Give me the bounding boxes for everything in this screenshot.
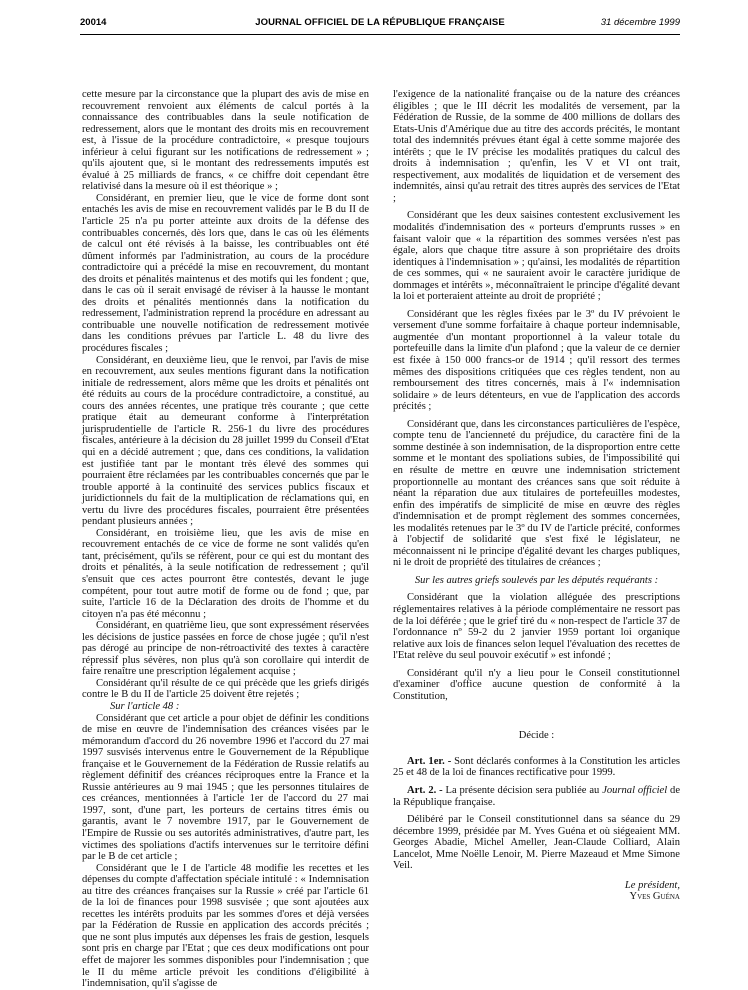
section-heading: Sur l'article 48 : [110,700,180,712]
deliberation-paragraph: Délibéré par le Conseil constitutionnel dans sa séance du 29 décembre 1999, présidée par M. Yves Guéna et où siégeaient MM. Georges Abadie, Michel Ameller, Jean-Claude Colliard, Alain Lancelot, Mme Noëlle Lenoir, M. Pierre Mazeaud et Mme Simone Veil. [393,814,680,872]
article-1 [393,756,680,779]
header-rule [80,34,680,35]
article-1-text: Sont déclarés conformes à la Constitution les articles 25 et 48 de la loi de finances rectificative pour 1999. [393,755,680,779]
article-2-text-end: de la République française. [393,784,681,808]
paragraph: Considérant que la violation alléguée des prescriptions réglementaires relatives à la période complémentaire ne ressort pas de la loi déférée ; que le grief tiré du « non-respect de l'article 37 de l'ordonnance nº 59-2 du 2 janvier 1959 portant loi organique relative aux lois de finances selon lequel l'évaluation des recettes de l'Etat relève du seul pouvoir exécutif » est infondé ; [393,592,680,662]
right-column [393,89,680,959]
paragraph: Considérant que cet article a pour objet de définir les conditions de mise en œuvre de l'indemnisation des créances visées par le mémorandum d'accord du 26 novembre 1996 et l'accord du 27 mai 1997 susvisés intervenus entre le Gouvernement de la République française et le Gouvernement de la Fédération de Russie relatifs au règlement définitif des créances réciproques entre la France et la Russie antérieures au 9 mai 1945 ; que les personnes titulaires de ces créances, mentionnées à l'article 1er de l'accord du 27 mai 1997, sont, d'une part, les porteurs de certains titres émis ou garantis, avant le 7 novembre 1917, par le Gouvernement de l'Empire de Russie ou ses autorités administratives, d'autre part, les victimes des spoliations d'actifs intervenues sur le territoire défini par le B de cet article ; [82,712,369,863]
paragraph: Considérant, en deuxième lieu, que le renvoi, par l'avis de mise en recouvrement, aux seules mentions figurant dans la notification initiale de redressement, alors même que les droits et pénalités ont été réduits au cours de la procédure contradictoire, a constitué, au cours des années récentes, une pratique très courante ; que cette pratique était au demeurant conforme à l'interprétation jurisprudentielle de l'article R. 256-1 du livre des procédures fiscales, antérieure à la décision du 28 juillet 1999 du Conseil d'Etat qui en a décidé autrement ; que, dans ces conditions, la validation est justifiée tant par le montant très élevé des sommes qui pourraient être réclamées par les contribuables concernés que par le trouble apporté à la continuité des services publics fiscaux et juridictionnels du fait de la multiplication de réclamations qui, en vertu du livre des procédures fiscales, pourraient être présentées pendant plusieurs années ; [82,354,369,528]
article-2-text: La présente décision sera publiée au [442,784,603,796]
journal-title: JOURNAL OFFICIEL DE LA RÉPUBLIQUE FRANÇAISE [255,17,505,28]
journal-officiel-ref: Journal officiel [602,784,668,796]
paragraph: Considérant que le I de l'article 48 modifie les recettes et les dépenses du compte d'affectation spéciale intitulé : « Indemnisation au titre des créances françaises sur la Russie » créé par l'article 61 de la loi de finances pour 1998 susvisée ; que sont ajoutées aux recettes les intérêts produits par les sommes d'ores et déjà versées par la Fédération de Russie en application des accords précités ; que ne sont plus imputés aux dépenses les frais de gestion, lesquels sont pris en charge par l'Etat ; que ces deux modifications ont pour effet de majorer les sommes disponibles pour l'indemnisation ; que le II du même article prévoit les conditions d'éligibilité à l'indemnisation, qu'il s'agisse de [82,862,369,990]
left-column [82,89,369,990]
signature-name: Yves Guéna [629,891,680,903]
page-header [80,17,680,35]
article-2 [393,785,680,808]
paragraph: Considérant, en troisième lieu, que les avis de mise en recouvrement entachés de ce vice de forme ne sont validés qu'en tant, précisément, qu'ils se réfèrent, pour ce qui est du montant des droits et pénalités, à la seule notification de redressement ; qu'il s'ensuit que ces actes pourront être contestés, devant le juge compétent, pour tout autre motif de forme ou de fond ; que, par suite, l'article 16 de la Déclaration des droits de l'homme et du citoyen n'a pas été méconnu ; [82,527,369,620]
paragraph: cette mesure par la circonstance que la plupart des avis de mise en recouvrement renvoient aux éléments de calcul portés à la connaissance des contribuables dans la seule notification de redressement, alors que le montant des droits mis en recouvrement est, à l'issue de la procédure contradictoire, « presque toujours inférieur à celui figurant sur les notifications de redressement » ; qu'ils ajoutent que, si le montant des redressements imputés est évalué à 25 milliards de francs, « ce chiffre doit cependant être relativisé dans la mesure où il est théorique » ; [82,89,369,193]
paragraph: Considérant que les deux saisines contestent exclusivement les modalités d'indemnisation des « porteurs d'emprunts russes » en faisant valoir que « la répartition des sommes versées n'est pas égale, alors que chaque titre assure à son propriétaire des droits identiques à l'indemnisation » ; qu'ainsi, les modalités de répartition de ces sommes, qui « ne sauraient avoir le caractère juridique de dommages et intérêts », méconnaîtraient le principe d'égalité devant la loi et porteraient atteinte au droit de propriété ; [393,210,680,303]
article-1-label: Art. 1er. - [407,755,452,767]
paragraph: l'exigence de la nationalité française ou de la nature des créances éligibles ; que le III décrit les modalités de versement, par la Fédération de Russie, de la somme de 400 millions de dollars des Etats-Unis d'Amérique due au titre des accords précités, le montant total des indemnités prévues étant égal à cette somme majorée des intérêts ; que le IV précise les modalités pratiques du calcul des droits à indemnisation ; qu'enfin, les V et VI ont trait, respectivement, aux modalités de liquidation et de versement des indemnités, ainsi qu'au retrait des titres auprès des services de l'Etat ; [393,89,680,204]
signature-block [393,880,680,903]
paragraph: Considérant qu'il n'y a lieu pour le Conseil constitutionnel d'examiner d'office aucune question de conformité à la Constitution, [393,667,680,702]
section-heading: Sur les autres griefs soulevés par les députés requérants : [414,574,659,586]
paragraph: Considérant, en quatrième lieu, que sont expressément réservées les décisions de justice passées en force de chose jugée ; qu'il n'est pas dérogé au principe de non-rétroactivité des textes à caractère répressif plus sévères, non plus qu'à son corollaire qui interdit de faire renaître une prescription légalement acquise ; [82,620,369,678]
decision-heading: Décide : [518,730,555,742]
article-2-label: Art. 2. - [407,784,443,796]
signature-role: Le président, [624,879,680,891]
paragraph: Considérant que, dans les circonstances particulières de l'espèce, compte tenu de l'ancienneté du préjudice, du caractère fini de la somme destinée à son indemnisation, de la disproportion entre cette somme et le montant des spoliations subies, de l'impossibilité qui en résulte de mettre en œuvre une indemnisation strictement proportionnelle au montant des créances sans que soit réduite à néant la réparation due aux titulaires de portefeuilles modestes, enfin des impératifs de simplicité de mise en œuvre des règles d'indemnisation et de prompt règlement des sommes concernées, les modalités retenues par le 3º du IV de l'article précité, conformes à l'objectif de solidarité que s'est fixé le législateur, ne méconnaissent ni le principe d'égalité devant les charges publiques, ni le droit de propriété des titulaires de créances ; [393,418,680,569]
paragraph: Considérant que les règles fixées par le 3º du IV prévoient le versement d'une somme forfaitaire à chaque porteur indemnisable, augmentée d'un montant proportionnel à la valeur totale du portefeuille dans la limite d'un plafond ; que la valeur de ce dernier est fixée à 150 000 francs-or de 1914 ; qu'il ressort des termes mêmes des dispositions critiquées que ces règles tendent, non au remboursement des titres concernés, mais à l'« indemnisation solidaire » de leurs détenteurs, en vue de l'application des accords précités ; [393,308,680,413]
paragraph: Considérant, en premier lieu, que le vice de forme dont sont entachés les avis de mise en recouvrement validés par le B du II de l'article 25 n'a pu porter atteinte aux droits de la défense des contribuables concernés, dès lors que, dans le cas où les éléments de calcul ont été révisés à la baisse, les contribuables ont été dûment informés par l'administration, au cours de la procédure contradictoire qui a précédé la mise en recouvrement, du montant des droits et pénalités maintenus et des motifs qui les fondent ; que, dans le cas où il serait envisagé de réviser à la hausse le montant des droits et pénalités mentionnés dans la notification du redressement, l'administration reprend la procédure en adressant au contribuable une nouvelle notification de redressement motivée dans les conditions prévues par l'article L. 48 du livre des procédures fiscales ; [82,192,369,355]
page-number: 20014 [80,17,107,28]
issue-date: 31 décembre 1999 [600,17,680,28]
paragraph: Considérant qu'il résulte de ce qui précède que les griefs dirigés contre le B du II de l'article 25 doivent être rejetés ; [82,677,369,701]
